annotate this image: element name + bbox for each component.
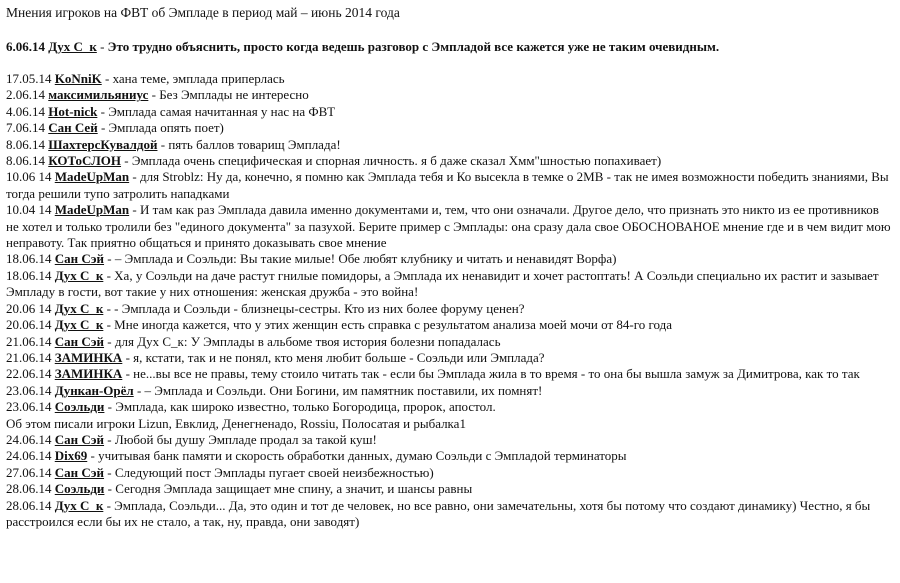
entry-separator: - — [104, 251, 115, 267]
entry-date: 18.06.14 — [6, 267, 52, 283]
entry-date: 2.06.14 — [6, 87, 45, 103]
entry-author: MadeUpMan — [54, 202, 130, 218]
opinion-entry — [6, 169, 894, 202]
entry-separator: - — [87, 448, 99, 464]
entry-separator: - — [104, 481, 116, 497]
entry-author: Дункан-Орёл — [54, 382, 134, 398]
entry-separator: - — [103, 497, 115, 513]
opinion-entry — [6, 104, 894, 120]
entry-text: Об этом писали игроки Lizun, Евклид, Денегненадо, Rossiu, Полосатая и рыбалка1 — [6, 415, 466, 431]
entry-text: – Эмплада и Соэльди. Они Богини, им памятник поставили, их помнят! — [144, 382, 543, 398]
document-title: Мнения игроков на ФВТ об Эмпладе в период май – июнь 2014 года — [6, 5, 400, 20]
entry-text: Эмплада опять поет) — [108, 120, 224, 136]
opinion-entry — [6, 498, 894, 531]
entry-date: 4.06.14 — [6, 103, 45, 119]
entry-author: Сан Сей — [48, 120, 98, 136]
entry-text: Сегодня Эмплада защищает мне спину, а значит, и шансы равны — [115, 481, 473, 497]
entry-text: Следующий пост Эмплады пугает своей неизбежностью) — [114, 464, 434, 480]
entry-author: Сан Сэй — [54, 251, 105, 267]
lead-date: 6.06.14 — [6, 39, 45, 54]
entry-date: 24.06.14 — [6, 448, 52, 464]
entry-separator: - — [97, 103, 109, 119]
entry-text: Эмплада, как широко известно, только Богородица, пророк, апостол. — [115, 399, 496, 415]
entry-date: 20.06 14 — [6, 300, 52, 316]
opinion-entry — [6, 202, 894, 251]
opinion-entry — [6, 416, 894, 432]
opinion-entry — [6, 301, 894, 317]
entry-separator: - — [122, 366, 134, 382]
entry-text: Любой бы душу Эмпладе продал за такой куш! — [114, 431, 377, 447]
entry-author: максимильяниус — [48, 87, 149, 103]
opinion-entry — [6, 366, 894, 382]
entry-text: Эмплада самая начитанная у нас на ФВТ — [108, 103, 336, 119]
entry-author: Сан Сэй — [54, 464, 105, 480]
entry-author: Дух С_к — [54, 300, 104, 316]
opinion-entry — [6, 268, 894, 301]
entry-text: Без Эмплады не интересно — [159, 87, 309, 103]
opinion-entry — [6, 399, 894, 415]
entry-date: 18.06.14 — [6, 251, 52, 267]
entry-author: Соэльди — [54, 399, 105, 415]
entry-separator: - — [103, 267, 115, 283]
entry-date: 8.06.14 — [6, 153, 45, 169]
entry-separator: - — [104, 399, 116, 415]
opinion-list — [6, 71, 894, 530]
entry-author: Соэльди — [54, 481, 105, 497]
lead-separator: - — [100, 39, 108, 54]
entry-text: Ха, у Соэльди на даче растут гнилые помидоры, а Эмплада их ненавидит и хочет растоптать! А Соэльди специально их растит и зазывает Эмпладу в гости, вот такие у них отношения: женская дружба - это война! — [6, 267, 879, 300]
lead-author: Дух С_к — [48, 39, 97, 54]
entry-text: – Эмплада и Соэльди: Вы такие милые! Обе любят клубнику и читать и ненавидят Ворфа) — [114, 251, 617, 267]
entry-author: Дух С_к — [54, 317, 104, 333]
entry-date: 28.06.14 — [6, 481, 52, 497]
opinion-entry — [6, 465, 894, 481]
entry-separator: - — [157, 136, 169, 152]
opinion-entry — [6, 334, 894, 350]
entry-date: 7.06.14 — [6, 120, 45, 136]
entry-text: Мне иногда кажется, что у этих женщин есть справка с результатом анализа моей мочи от 84-го года — [114, 317, 672, 333]
entry-date: 23.06.14 — [6, 382, 52, 398]
entry-separator: - — [104, 431, 115, 447]
opinion-entry — [6, 317, 894, 333]
entry-separator: - — [101, 71, 113, 86]
entry-separator: - — [148, 87, 160, 103]
opinion-entry — [6, 481, 894, 497]
entry-author: Hot-nick — [48, 103, 98, 119]
entry-separator: - — [122, 349, 134, 365]
entry-author: Дух С_к — [54, 497, 104, 513]
opinion-entry — [6, 383, 894, 399]
entry-separator: - — [121, 153, 132, 169]
entry-separator: - — [103, 300, 115, 316]
opinion-entry — [6, 251, 894, 267]
opinion-entry — [6, 153, 894, 169]
entry-text: - Эмплада и Соэльди - близнецы-сестры. Кто из них более форуму ценен? — [114, 300, 525, 316]
opinion-entry — [6, 71, 894, 87]
entry-date: 17.05.14 — [6, 71, 52, 86]
entry-text: И там как раз Эмплада давила именно документами и, тем, что они означали. Другое дело, что признать это никто из ее противников не хотел и только тролили без "единого документа" за пазухой. Берите пример с Эмплады: она сразу дала свое ОБОСНОВАНОЕ мнение где и в чем видит мою неправоту. Так приятно общаться и принято доказывать свое мнение — [6, 202, 891, 251]
entry-separator: - — [103, 317, 115, 333]
entry-date: 21.06.14 — [6, 349, 52, 365]
entry-date: 27.06.14 — [6, 464, 52, 480]
opinion-entry — [6, 432, 894, 448]
entry-separator: - — [129, 202, 140, 218]
entry-separator: - — [133, 382, 145, 398]
entry-author: Сан Сэй — [54, 431, 105, 447]
entry-author: MadeUpMan — [54, 169, 130, 185]
entry-date: 8.06.14 — [6, 136, 45, 152]
opinion-entry — [6, 448, 894, 464]
entry-author: КОТоСЛОН — [48, 153, 122, 169]
entry-date: 28.06.14 — [6, 497, 52, 513]
entry-text: я, кстати, так и не понял, кто меня любит больше - Соэльди или Эмплада? — [133, 349, 545, 365]
opinion-entry — [6, 350, 894, 366]
entry-author: Dix69 — [54, 448, 88, 464]
entry-separator: - — [104, 464, 115, 480]
entry-author: Сан Сэй — [54, 333, 105, 349]
entry-author: ШахтерсКувалдой — [48, 136, 158, 152]
entry-date: 23.06.14 — [6, 399, 52, 415]
entry-separator: - — [97, 120, 109, 136]
entry-date: 24.06.14 — [6, 431, 52, 447]
entry-date: 10.06 14 — [6, 169, 52, 185]
entry-text: не...вы все не правы, тему стоило читать так - если бы Эмплада жила в то время - то она бы вышла замуж за Димитрова, как то так — [133, 366, 860, 382]
entry-author: ЗАМИНКА — [54, 366, 123, 382]
entry-date: 10.04 14 — [6, 202, 52, 218]
entry-text: учитывая банк памяти и скорость обработки данных, думаю Соэльди с Эмпладой терминаторы — [98, 448, 627, 464]
entry-date: 21.06.14 — [6, 333, 52, 349]
entry-date: 20.06.14 — [6, 317, 52, 333]
entry-text: Эмплада, Соэльди... Да, это один и тот де человек, но все равно, они замечательны, хотя бы потому что создают динамику) Честно, я бы расстроился если бы их не стало, а так, ну, правда, они заводят) — [6, 497, 871, 529]
entry-separator: - — [104, 333, 115, 349]
opinion-entry — [6, 87, 894, 103]
entry-text: для Stroblz: Ну да, конечно, я помню как Эмплада тебя и Ко высекла в темке о 2MB - так не имея возможности победить знаниями, Вы тогда решили тупо затролить нападками — [6, 169, 889, 201]
entry-author: Дух С_к — [54, 267, 104, 283]
entry-text: пять баллов товарищ Эмплада! — [168, 136, 341, 152]
lead-text: Это трудно объяснить, просто когда ведешь разговор с Эмпладой все кажется уже не таким очевидным. — [107, 39, 720, 54]
entry-text: хана теме, эмплада приперлась — [112, 71, 285, 86]
opinion-entry — [6, 120, 894, 136]
entry-text: Эмплада очень специфическая и спорная личность. я б даже сказал Хмм"шностью попахивает) — [131, 153, 662, 169]
entry-author: KoNniK — [54, 71, 102, 86]
lead-quote — [6, 38, 894, 55]
entry-author: ЗАМИНКА — [54, 349, 123, 365]
entry-separator: - — [129, 169, 140, 185]
opinion-entry — [6, 137, 894, 153]
entry-date: 22.06.14 — [6, 366, 52, 382]
entry-text: для Дух С_к: У Эмплады в альбоме твоя история болезни попадалась — [114, 333, 501, 349]
